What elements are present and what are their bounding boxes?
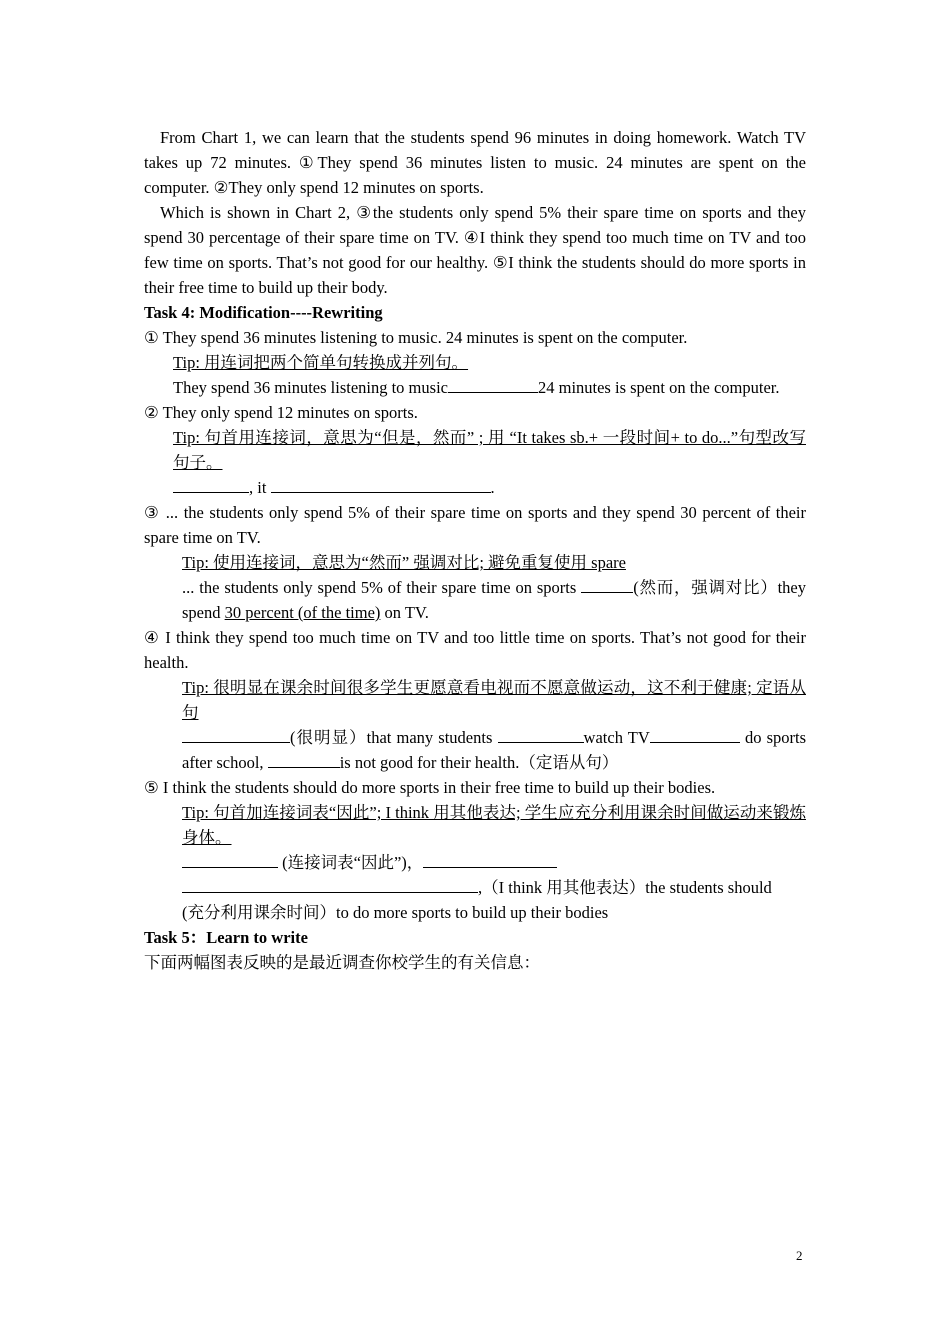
item5-rewrite-line2: ,（I think 用其他表达）the students should (182, 875, 806, 900)
item2-original: ② They only spend 12 minutes on sports. (144, 403, 418, 422)
item4-rewrite: (很明显）that many students watch TV do sports after school, is not good for their health.（定语从句） (182, 728, 807, 772)
item3-tip: Tip: 使用连接词，意思为“然而” 强调对比; 避免重复使用 spare (182, 553, 626, 572)
item5-blank-2[interactable] (423, 853, 557, 868)
item4-blank-2[interactable] (498, 728, 584, 743)
item5-blank-3[interactable] (182, 878, 478, 893)
item2-blank-1[interactable] (173, 478, 249, 493)
item3-original: ③ ... the students only spend 5% of their spare time on sports and they spend 30 percent of their spare time on TV. (144, 503, 806, 547)
item2-tip: Tip: 句首用连接词，意思为“但是，然而” ; 用 “It takes sb.+ 一段时间+ to do...”句型改写句子。 (173, 428, 806, 472)
item4-tip: Tip: 很明显在课余时间很多学生更愿意看电视而不愿意做运动，这不利于健康; 定语从句 (182, 678, 806, 722)
item2-rewrite: , it . (173, 475, 806, 500)
item1-original: ① They spend 36 minutes listening to music. 24 minutes is spent on the computer. (144, 328, 688, 347)
item1-blank[interactable] (448, 378, 538, 393)
paragraph-chart1: From Chart 1, we can learn that the students spend 96 minutes in doing homework. Watch TV takes up 72 minutes. ①They spend 36 minutes listen to music. 24 minutes are spent on the computer. ②They only spend 12 minutes on sports. (144, 128, 806, 197)
marker-3: ③ (356, 203, 373, 222)
marker-2: ② (213, 178, 229, 197)
item4-blank-4[interactable] (268, 753, 340, 768)
task5-heading: Task 5：Learn to write (144, 928, 308, 947)
item5-rewrite-line3: (充分利用课余时间）to do more sports to build up their bodies (182, 903, 609, 922)
page-number: 2 (796, 1248, 803, 1263)
marker-4: ④ (463, 228, 480, 247)
task5-intro: 下面两幅图表反映的是最近调查你校学生的有关信息： (144, 953, 540, 972)
paragraph-chart2: Which is shown in Chart 2, ③the students only spend 5% their spare time on sports and they spend 30 percentage of their spare time on TV. ④I think they spend too much time on TV and too few time on sports. That’s not good for our healthy. ⑤I think the students should do more sports in their free time to build up their body. (144, 203, 806, 297)
item3-blank[interactable] (581, 578, 633, 593)
item4-blank-3[interactable] (650, 728, 740, 743)
item1-rewrite: They spend 36 minutes listening to music 24 minutes is spent on the computer. (173, 378, 780, 397)
item4-original: ④ I think they spend too much time on TV and too little time on sports. That’s not good for their health. (144, 628, 806, 672)
item5-blank-1[interactable] (182, 853, 278, 868)
item5-original: ⑤ I think the students should do more sports in their free time to build up their bodies. (144, 778, 716, 797)
content-column (144, 125, 806, 975)
marker-1: ① (298, 153, 318, 172)
task4-heading: Task 4: Modification----Rewriting (144, 303, 383, 322)
item5-rewrite-line1: (连接词表“因此”)， (182, 850, 806, 875)
item4-blank-1[interactable] (182, 728, 290, 743)
item5-tip: Tip: 句首加连接词表“因此”; I think 用其他表达; 学生应充分利用课余时间做运动来锻炼身体。 (182, 803, 806, 847)
item3-rewrite: ... the students only spend 5% of their spare time on sports (然而，强调对比）they spend 30 percent (of the time) on TV. (182, 578, 806, 622)
item1-tip: Tip: 用连词把两个简单句转换成并列句。 (173, 353, 469, 372)
marker-5: ⑤ (492, 253, 509, 272)
item2-blank-2[interactable] (271, 478, 491, 493)
